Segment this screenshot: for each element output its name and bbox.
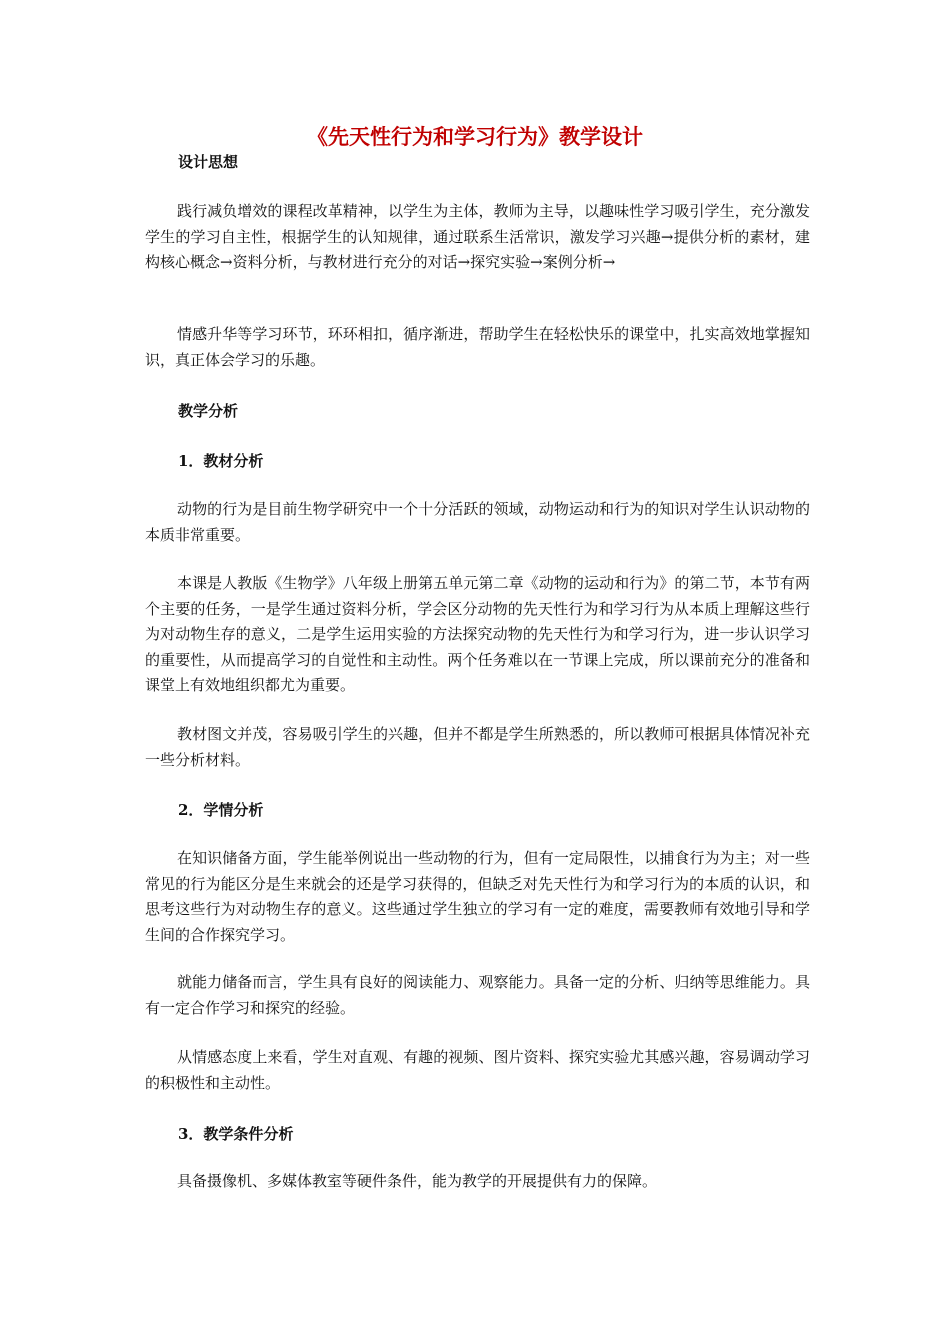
document-title: 《先天性行为和学习行为》教学设计: [307, 124, 643, 149]
paragraph-material-2: 本课是人教版《生物学》八年级上册第五单元第二章《动物的运动和行为》的第二节，本节有两个主要的任务，一是学生通过资料分析，学会区分动物的先天性行为和学习行为从本质上理解这些行为对动物生存的意义，二是学生运用实验的方法探究动物的先天性行为和学习行为，进一步认识学习的重要性，从而提高学习的自觉性和主动性。两个任务难以在一节课上完成，所以课前充分的准备和课堂上有效地组织都尤为重要。: [145, 574, 810, 694]
paragraph-design-2: 情感升华等学习环节，环环相扣，循序渐进，帮助学生在轻松快乐的课堂中，扎实高效地掌握知识，真正体会学习的乐趣。: [145, 325, 810, 369]
paragraph-conditions-1: 具备摄像机、多媒体教室等硬件条件，能为教学的开展提供有力的保障。: [177, 1172, 658, 1190]
paragraph-student-2: 就能力储备而言，学生具有良好的阅读能力、观察能力。具备一定的分析、归纳等思维能力。具有一定合作学习和探究的经验。: [145, 973, 810, 1017]
paragraph-material-1: 动物的行为是目前生物学研究中一个十分活跃的领域，动物运动和行为的知识对学生认识动物的本质非常重要。: [145, 500, 810, 544]
section-heading-analysis: 教学分析: [178, 402, 239, 420]
paragraph-design-1: 践行减负增效的课程改革精神，以学生为主体，教师为主导，以趣味性学习吸引学生，充分激发学生的学习自主性，根据学生的认知规律，通过联系生活常识，激发学习兴趣→提供分析的素材，建构核心概念→资料分析，与教材进行充分的对话→探究实验→案例分析→: [145, 202, 810, 271]
subheading-conditions: 3．教学条件分析: [178, 1125, 294, 1143]
paragraph-material-3: 教材图文并茂，容易吸引学生的兴趣，但并不都是学生所熟悉的，所以教师可根据具体情况补充一些分析材料。: [145, 725, 810, 769]
subheading-material: 1．教材分析: [178, 452, 264, 470]
paragraph-student-3: 从情感态度上来看，学生对直观、有趣的视频、图片资料、探究实验尤其感兴趣，容易调动学习的积极性和主动性。: [145, 1048, 810, 1092]
paragraph-student-1: 在知识储备方面，学生能举例说出一些动物的行为，但有一定局限性，以捕食行为为主；对一些常见的行为能区分是生来就会的还是学习获得的，但缺乏对先天性行为和学习行为的本质的认识，和思考这些行为对动物生存的意义。这些通过学生独立的学习有一定的难度，需要教师有效地引导和学生间的合作探究学习。: [145, 849, 810, 944]
section-heading-design: 设计思想: [178, 153, 239, 171]
subheading-student: 2．学情分析: [178, 801, 264, 819]
